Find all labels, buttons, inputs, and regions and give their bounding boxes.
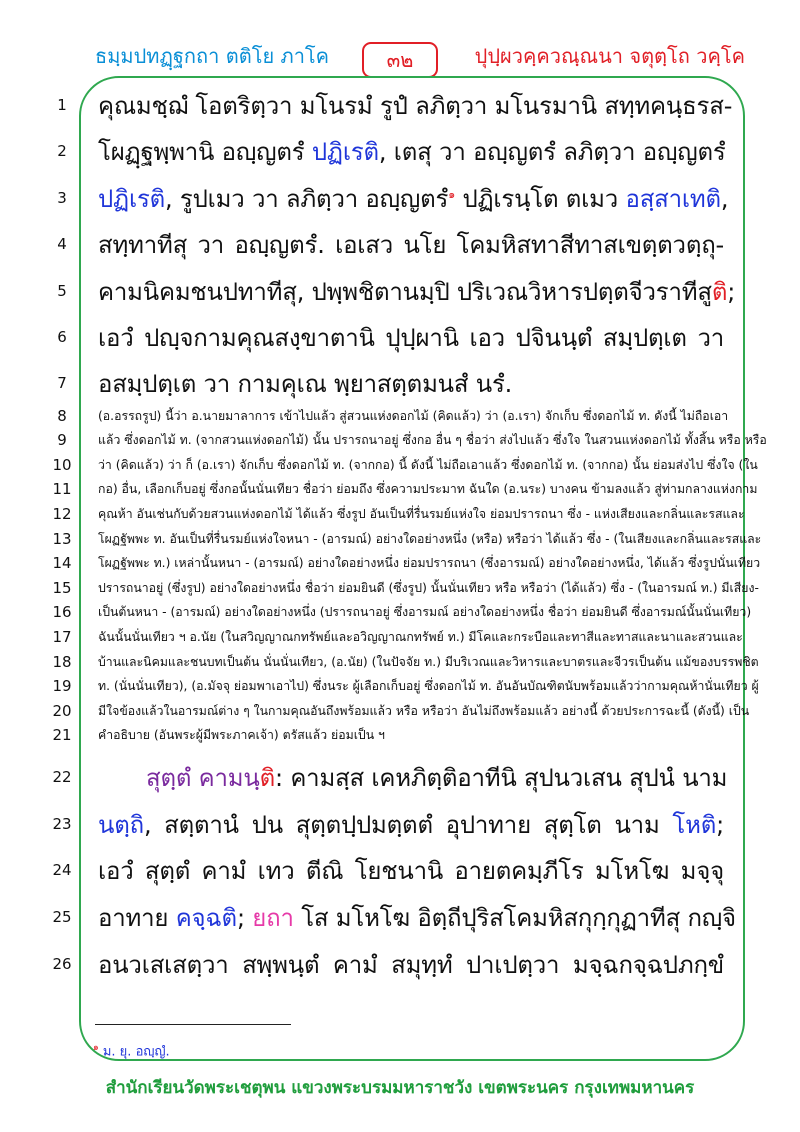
translation-line: บ้านและนิคมและชนบทเป็นต้น นั่นนั่นเทียว, (อ.นัย) (ในปัจจัย ท.) มีบริเวณและวิหารและบาตรและจีวรเป็นต้น แม้ของบรรพชิต bbox=[98, 655, 759, 669]
line-number: 7 bbox=[57, 374, 67, 392]
text-run: ; bbox=[727, 278, 736, 306]
text-run: โผฏฺฐพฺพานิ อญฺญตรํ bbox=[98, 138, 312, 166]
footer-institution: สำนักเรียนวัดพระเชตุพน แขวงพระบรมมหาราชวัง เขตพระนคร กรุงเทพมหานคร bbox=[105, 1078, 695, 1098]
header-chapter-title: ปุปฺผวคฺควณฺณนา จตุตฺโถ วคฺโค bbox=[474, 44, 745, 68]
pali-line bbox=[98, 758, 728, 797]
keyword: คจฺฉติ bbox=[175, 904, 237, 932]
text-run: ; bbox=[716, 811, 724, 839]
line-number: 17 bbox=[52, 628, 72, 646]
pali-line bbox=[98, 272, 736, 311]
keyword: ฺติ bbox=[259, 764, 276, 792]
line-number: 5 bbox=[57, 282, 67, 300]
translation-line: ว่า (คิดแล้ว) ว่า ก็ (อ.เรา) จักเก็บ ซึ่งดอกไม้ ท. (จากกอ) นี้ ดังนี้ ไม่ถือเอาแล้ว ซึ่งดอกไม้ ท. (จากกอ) นั้น ย่อมส่งไป ซึ่งใจ (ใน bbox=[98, 458, 758, 472]
keyword: คามน bbox=[198, 764, 260, 792]
line-number: 23 bbox=[52, 815, 72, 833]
text-run: , รูปเมว วา ลภิตฺวา อญฺญตรํ bbox=[165, 185, 449, 213]
line-number: 21 bbox=[52, 726, 72, 744]
translation-line: ท. (นั่นนั่นเทียว), (อ.มัจจุ ย่อมพาเอาไป) ซึ่งนระ ผู้เลือกเก็บอยู่ ซึ่งดอกไม้ ท. อันอันบัณฑิตนับพร้อมแล้วว่ากามคุณห้านั่นเทียว ผู้ bbox=[98, 679, 759, 693]
keyword: ยถา bbox=[252, 904, 294, 932]
translation-line: คำอธิบาย (อันพระผู้มีพระภาคเจ้า) ตรัสแล้ว ย่อมเป็น ฯ bbox=[98, 728, 385, 742]
translation-line: โผฏฐัพพะ ท. อันเป็นที่รื่นรมย์แห่งใจหนา - (อารมณ์) อย่างใดอย่างหนึ่ง (หรือ) หรือว่า ได้แล้ว ซึ่ง - (ในเสียงและกลิ่นและรสและ bbox=[98, 532, 762, 546]
keyword: โหติ bbox=[672, 811, 717, 839]
keyword: อสฺสาเทติ bbox=[625, 185, 721, 213]
pali-line bbox=[98, 179, 729, 218]
line-number: 9 bbox=[57, 431, 67, 449]
line-number: 25 bbox=[52, 908, 72, 926]
footnote-marker: ๑ bbox=[93, 1043, 99, 1053]
keyword: นตฺถิ bbox=[98, 811, 144, 839]
line-number: 8 bbox=[57, 407, 67, 425]
pali-line: เอวํ สุตฺตํ คามํ เทว ตีณิ โยชนานิ อายตคมฺภีโร มโหโฆ มจฺจุ bbox=[98, 857, 724, 885]
line-number: 14 bbox=[52, 554, 72, 572]
footnote-divider bbox=[95, 1024, 291, 1025]
translation-line: โผฏฐัพพะ ท.) เหล่านั้นหนา - (อารมณ์) อย่างใดอย่างหนึ่ง ย่อมปรารถนา (ซึ่งอารมณ์) อย่างใดอย่างหนึ่ง, ได้แล้ว ซึ่งรูปนั่นเทียว bbox=[98, 556, 761, 570]
line-number: 2 bbox=[57, 142, 67, 160]
header-book-title: ธมฺมปทฏฺฐกถา ตติโย ภาโค bbox=[95, 44, 330, 68]
line-number: 6 bbox=[57, 328, 67, 346]
line-number: 10 bbox=[52, 456, 72, 474]
keyword: ปฏิเรติ bbox=[311, 138, 379, 166]
line-number: 22 bbox=[52, 768, 72, 786]
translation-line: ฉันนั้นนั่นเทียว ฯ อ.นัย (ในสวิญญาณกทรัพย์และอวิญญาณกทรัพย์ ท.) มีโคและกระบือและทาสีและทาสและนาและสวนและ bbox=[98, 630, 743, 644]
text-run: ปฏิเรนฺโต ตเมว bbox=[455, 185, 626, 213]
pali-line bbox=[98, 805, 724, 844]
keyword: ติ bbox=[711, 278, 728, 306]
line-number: 19 bbox=[52, 677, 72, 695]
pali-line bbox=[98, 898, 736, 937]
pali-line: อนวเสเสตฺวา สพฺพนฺตํ คามํ สมุทฺทํ ปาเปตฺวา มจฺฉกจฺฉปภกฺขํ bbox=[98, 951, 724, 979]
line-number: 12 bbox=[52, 505, 72, 523]
translation-line: ปรารถนาอยู่ (ซึ่งรูป) อย่างใดอย่างหนึ่ง ชื่อว่า ย่อมยินดี (ซึ่งรูป) นั้นนั่นเทียว หรือ หรือว่า (ได้แล้ว) ซึ่ง - (ในอารมณ์ ท.) มีเสียง- bbox=[98, 581, 759, 595]
line-number: 13 bbox=[52, 530, 72, 548]
text-run: โส มโหโฆ อิตฺถีปุริสโคมหิสกุกฺกุฏาทีสุ กญฺจิ bbox=[293, 904, 736, 932]
text-run: , สตฺตานํ ปน สุตฺตปฺปมตฺตตํ อุปาทาย สุตฺโต นาม bbox=[143, 811, 673, 839]
pali-line: สทฺทาทีสุ วา อญฺญตรํ. เอเสว นโย โคมหิสทาสีทาสเขตฺตวตฺถุ- bbox=[98, 231, 724, 259]
translation-line: มีใจข้องแล้วในอารมณ์ต่าง ๆ ในกามคุณอันถึงพร้อมแล้ว หรือ หรือว่า อันไม่ถึงพร้อมแล้ว อย่างนี้ ด้วยประการฉะนี้ (ดังนี้) เป็น bbox=[98, 704, 750, 718]
translation-line: คุณห้า อันเช่นกับด้วยสวนแห่งดอกไม้ ได้แล้ว ซึ่งรูป อันเป็นที่รื่นรมย์แห่งใจ ย่อมปรารถนา ซึ่ง - แห่งเสียงและกลิ่นและรสและ bbox=[98, 507, 745, 521]
page-number-badge: ๓๒ bbox=[362, 42, 438, 78]
translation-line: แล้ว ซึ่งดอกไม้ ท. (จากสวนแห่งดอกไม้) นั้น ปรารถนาอยู่ ซึ่งกอ อื่น ๆ ชื่อว่า ส่งไปแล้ว ซึ่งใจ ในสวนแห่งดอกไม้ ทั้งสิ้น หรือ หรือ bbox=[98, 433, 767, 447]
text-run: , เตสุ วา อญฺญตรํ ลภิตฺวา อญฺญตรํ bbox=[378, 138, 726, 166]
line-number: 4 bbox=[57, 235, 67, 253]
keyword: สุตฺตํ bbox=[146, 764, 199, 792]
line-number: 3 bbox=[57, 189, 67, 207]
text-run: : คามสฺส เคหภิตฺติอาทีนิ สุปนวเสน สุปนํ นาม bbox=[275, 764, 728, 792]
text-run: , bbox=[720, 185, 729, 213]
translation-line: กอ) อื่น, เลือกเก็บอยู่ ซึ่งกอนั้นนั่นเทียว ชื่อว่า ย่อมถึง ซึ่งความประมาท ฉันใด (อ.นระ) บางคน ข้ามลงแล้ว สู่ท่ามกลางแห่งกาม bbox=[98, 482, 758, 496]
line-number: 11 bbox=[52, 480, 72, 498]
line-number: 24 bbox=[52, 861, 72, 879]
pali-line: อสมฺปตฺเต วา กามคุเณ พฺยาสตฺตมนสํ นรํ. bbox=[98, 370, 513, 398]
text-run: อาทาย bbox=[98, 904, 176, 932]
text-run: คามนิคมชนปทาทีสุ, ปพฺพชิตานมฺปิ ปริเวณวิหารปตฺตจีวราทีสู bbox=[98, 278, 712, 306]
keyword: ปฏิเรติ bbox=[98, 185, 166, 213]
pali-line: คุณมชฺฌํ โอตริตฺวา มโนรมํ รูปํ ลภิตฺวา มโนรมานิ สทฺทคนฺธรส- bbox=[98, 92, 733, 120]
line-number: 18 bbox=[52, 653, 72, 671]
line-number: 26 bbox=[52, 955, 72, 973]
footnote-reference: ๑ bbox=[448, 188, 456, 201]
pali-line: เอวํ ปญฺจกามคุณสงฺขาตานิ ปุปฺผานิ เอว ปจินนฺตํ สมฺปตฺเต วา bbox=[98, 324, 724, 352]
pali-line bbox=[98, 132, 724, 171]
line-number: 20 bbox=[52, 702, 72, 720]
line-number: 15 bbox=[52, 579, 72, 597]
translation-line: เป็นต้นหนา - (อารมณ์) อย่างใดอย่างหนึ่ง (ปรารถนาอยู่ ซึ่งอารมณ์ อย่างใดอย่างหนึ่ง ชื่อว่า ย่อมยินดี ซึ่งอารมณ์นั้นนั่นเทียว) bbox=[98, 605, 752, 619]
translation-line: (อ.อรรถรูป) นี้ว่า อ.นายมาลาการ เข้าไปแล้ว สู่สวนแห่งดอกไม้ (คิดแล้ว) ว่า (อ.เรา) จักเก็บ ซึ่งดอกไม้ ท. ดังนี้ ไม่ถือเอา bbox=[98, 409, 729, 423]
line-number: 16 bbox=[52, 603, 72, 621]
footnote-text: ม. ยุ. อญฺญํ. bbox=[98, 1044, 170, 1060]
footnote bbox=[93, 1040, 170, 1061]
text-run: ; bbox=[236, 904, 253, 932]
line-number: 1 bbox=[57, 96, 67, 114]
